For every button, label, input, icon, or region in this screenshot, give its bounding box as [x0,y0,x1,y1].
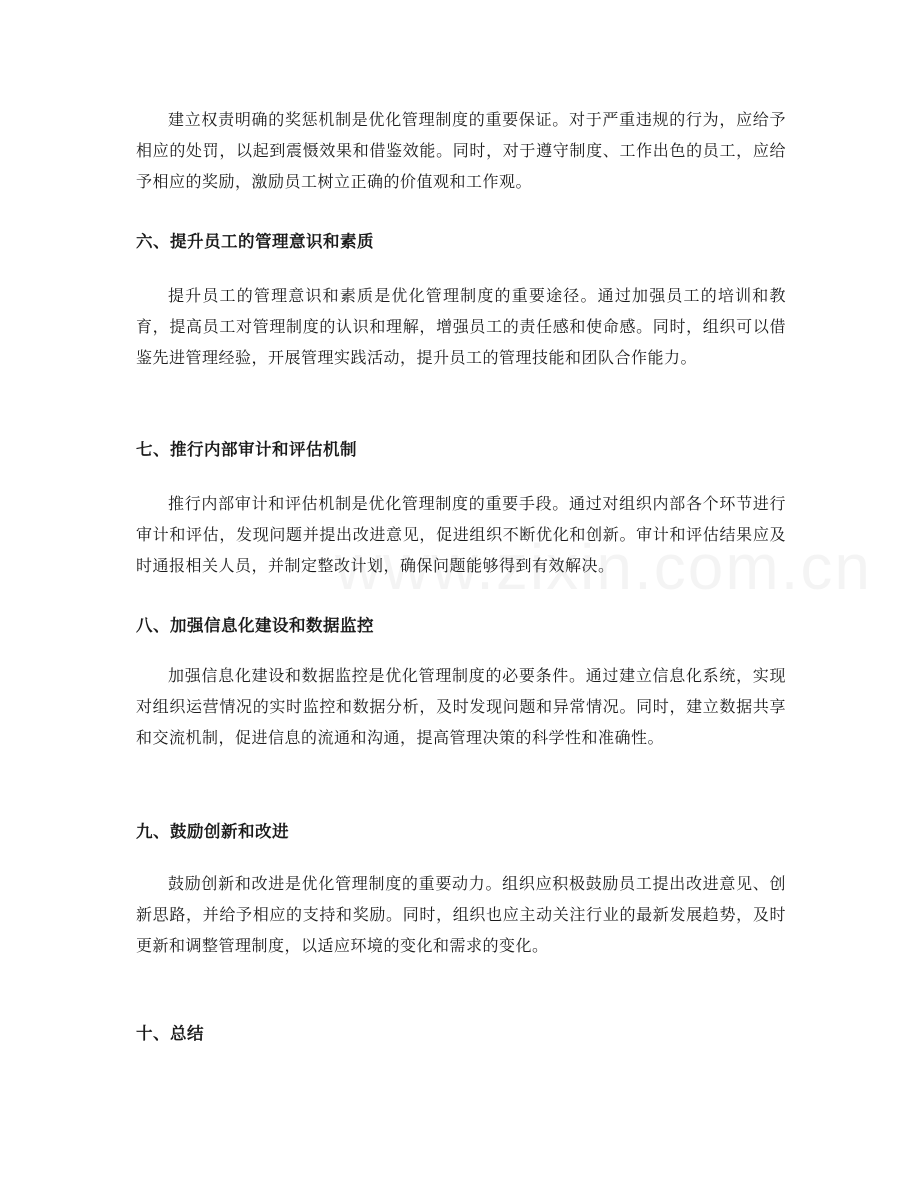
heading-section-8: 八、加强信息化建设和数据监控 [136,616,374,635]
paragraph-section-7: 推行内部审计和评估机制是优化管理制度的重要手段。通过对组织内部各个环节进行审计和评估，发现问题并提出改进意见，促进组织不断优化和创新。审计和评估结果应及时通报相关人员，并制定整改计划，确保问题能够得到有效解决。 [136,494,786,575]
heading-section-10: 十、总结 [136,1024,204,1043]
paragraph-section-8: 加强信息化建设和数据监控是优化管理制度的必要条件。通过建立信息化系统，实现对组织运营情况的实时监控和数据分析，及时发现问题和异常情况。同时，建立数据共享和交流机制，促进信息的流通和沟通，提高管理决策的科学性和准确性。 [136,666,786,747]
heading-section-6: 六、提升员工的管理意识和素质 [136,232,374,251]
heading-section-7: 七、推行内部审计和评估机制 [136,440,357,459]
paragraph-section-9: 鼓励创新和改进是优化管理制度的重要动力。组织应积极鼓励员工提出改进意见、创新思路，并给予相应的支持和奖励。同时，组织也应主动关注行业的最新发展趋势，及时更新和调整管理制度，以适应环境的变化和需求的变化。 [136,874,786,955]
paragraph-intro: 建立权责明确的奖惩机制是优化管理制度的重要保证。对于严重违规的行为，应给予相应的处罚，以起到震慑效果和借鉴效能。同时，对于遵守制度、工作出色的员工，应给予相应的奖励，激励员工树立正确的价值观和工作观。 [136,110,786,191]
paragraph-section-6: 提升员工的管理意识和素质是优化管理制度的重要途径。通过加强员工的培训和教育，提高员工对管理制度的认识和理解，增强员工的责任感和使命感。同时，组织可以借鉴先进管理经验，开展管理实践活动，提升员工的管理技能和团队合作能力。 [136,286,786,367]
heading-section-9: 九、鼓励创新和改进 [136,822,289,841]
